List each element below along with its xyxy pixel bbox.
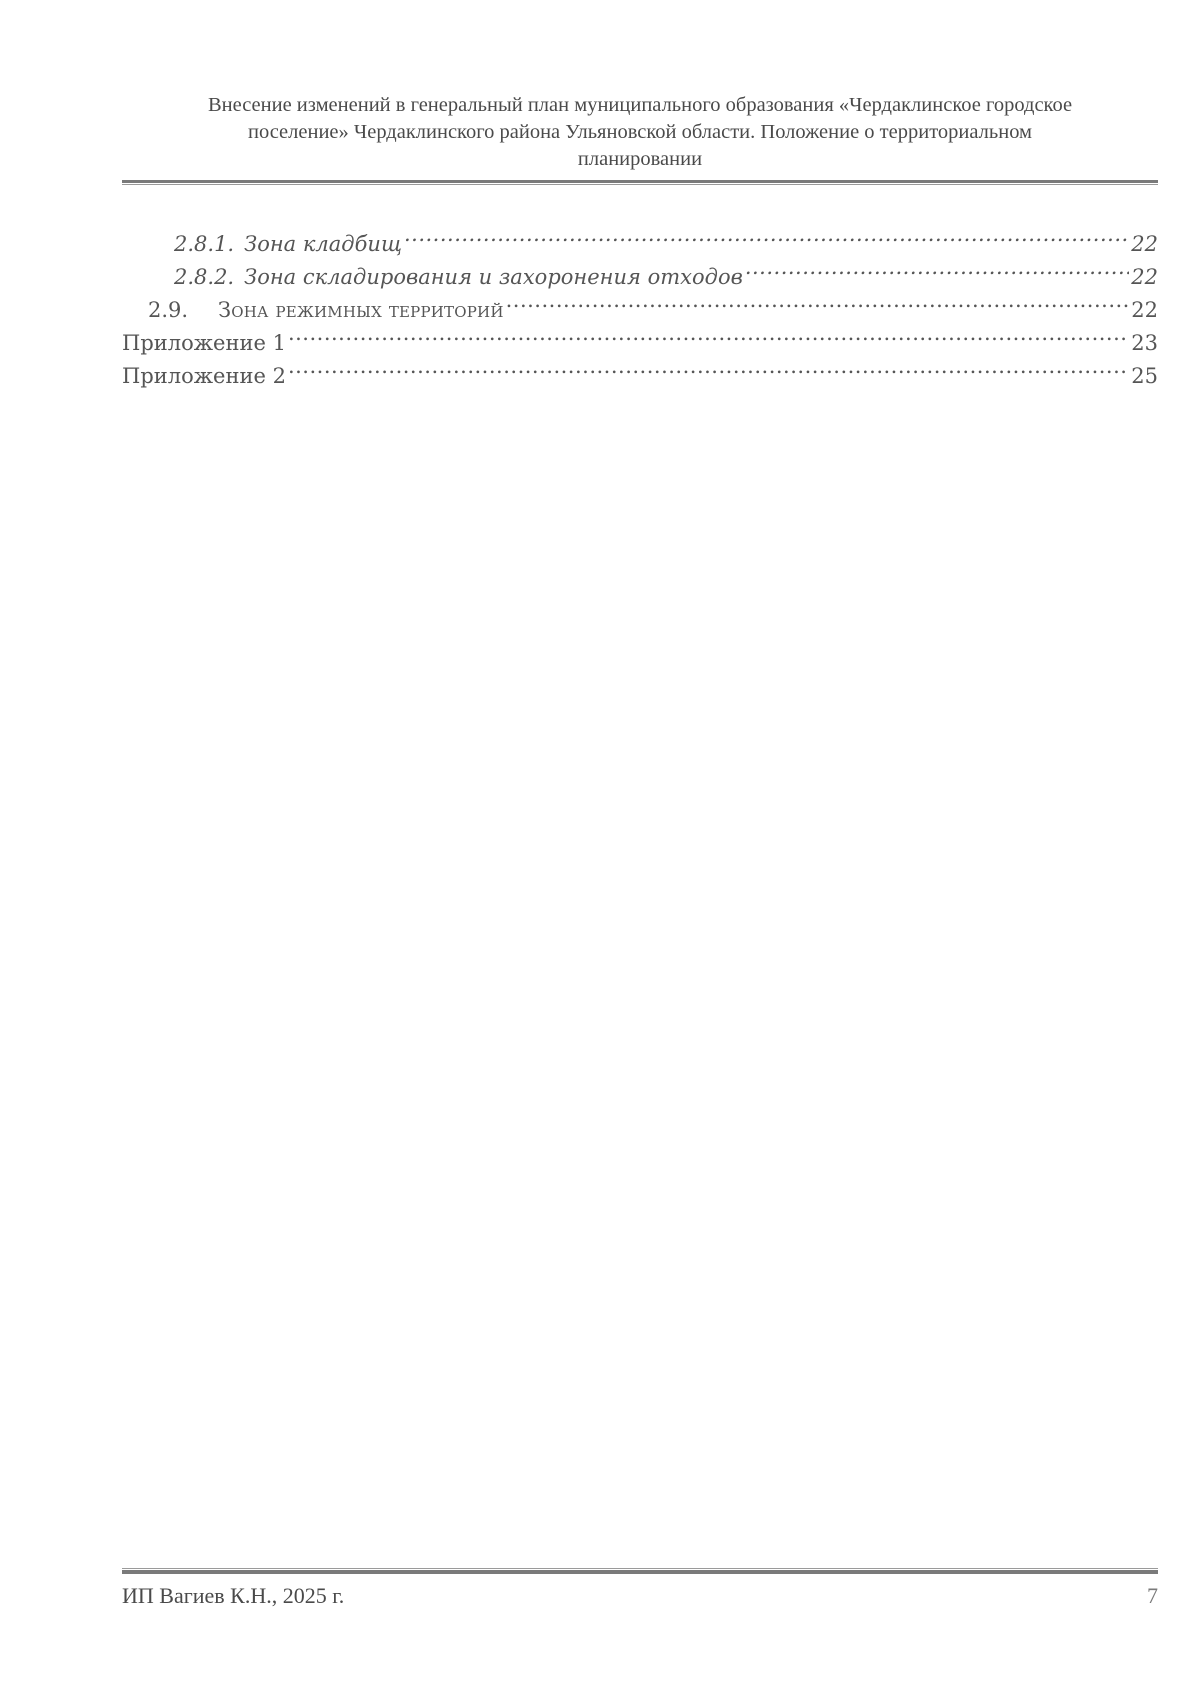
footer-author: ИП Вагиев К.Н., 2025 г. (122, 1583, 345, 1608)
running-header (122, 92, 1158, 173)
toc-dot-leader (288, 317, 1129, 350)
toc-dot-leader (745, 251, 1129, 284)
toc-entry-page: 22 (1131, 265, 1158, 289)
toc-dot-leader (404, 218, 1129, 251)
header-line-1: Внесение изменений в генеральный план муниципального образования «Чердаклинское городское (207, 94, 1073, 116)
toc-entry-title: Зона режимных территорий (218, 298, 504, 322)
toc-entry-title: Зона кладбищ (244, 232, 402, 256)
toc-entry[interactable] (122, 218, 1158, 256)
toc-entry-title: Зона складирования и захоронения отходов (244, 265, 743, 289)
header-line-3: планировании (577, 148, 703, 170)
toc-dot-leader (506, 284, 1130, 317)
header-line-2: поселение» Чердаклинского района Ульяновской области. Положение о территориальном (247, 121, 1033, 143)
toc-entry-page: 22 (1131, 298, 1158, 322)
footer-divider (122, 1568, 1158, 1575)
toc-dot-leader (288, 350, 1129, 383)
toc-entry-page: 25 (1131, 364, 1158, 388)
toc-entry-title: Приложение 1 (122, 331, 286, 355)
toc-entry-number: 2.8.1. (174, 232, 235, 256)
toc-entry-number: 2.9. (148, 298, 189, 322)
table-of-contents (122, 218, 1158, 388)
toc-entry-page: 22 (1131, 232, 1158, 256)
toc-entry-page: 23 (1131, 331, 1158, 355)
header-divider (122, 180, 1158, 186)
toc-entry-title: Приложение 2 (122, 364, 286, 388)
toc-entry-number: 2.8.2. (174, 265, 235, 289)
page-number: 7 (1147, 1583, 1158, 1608)
